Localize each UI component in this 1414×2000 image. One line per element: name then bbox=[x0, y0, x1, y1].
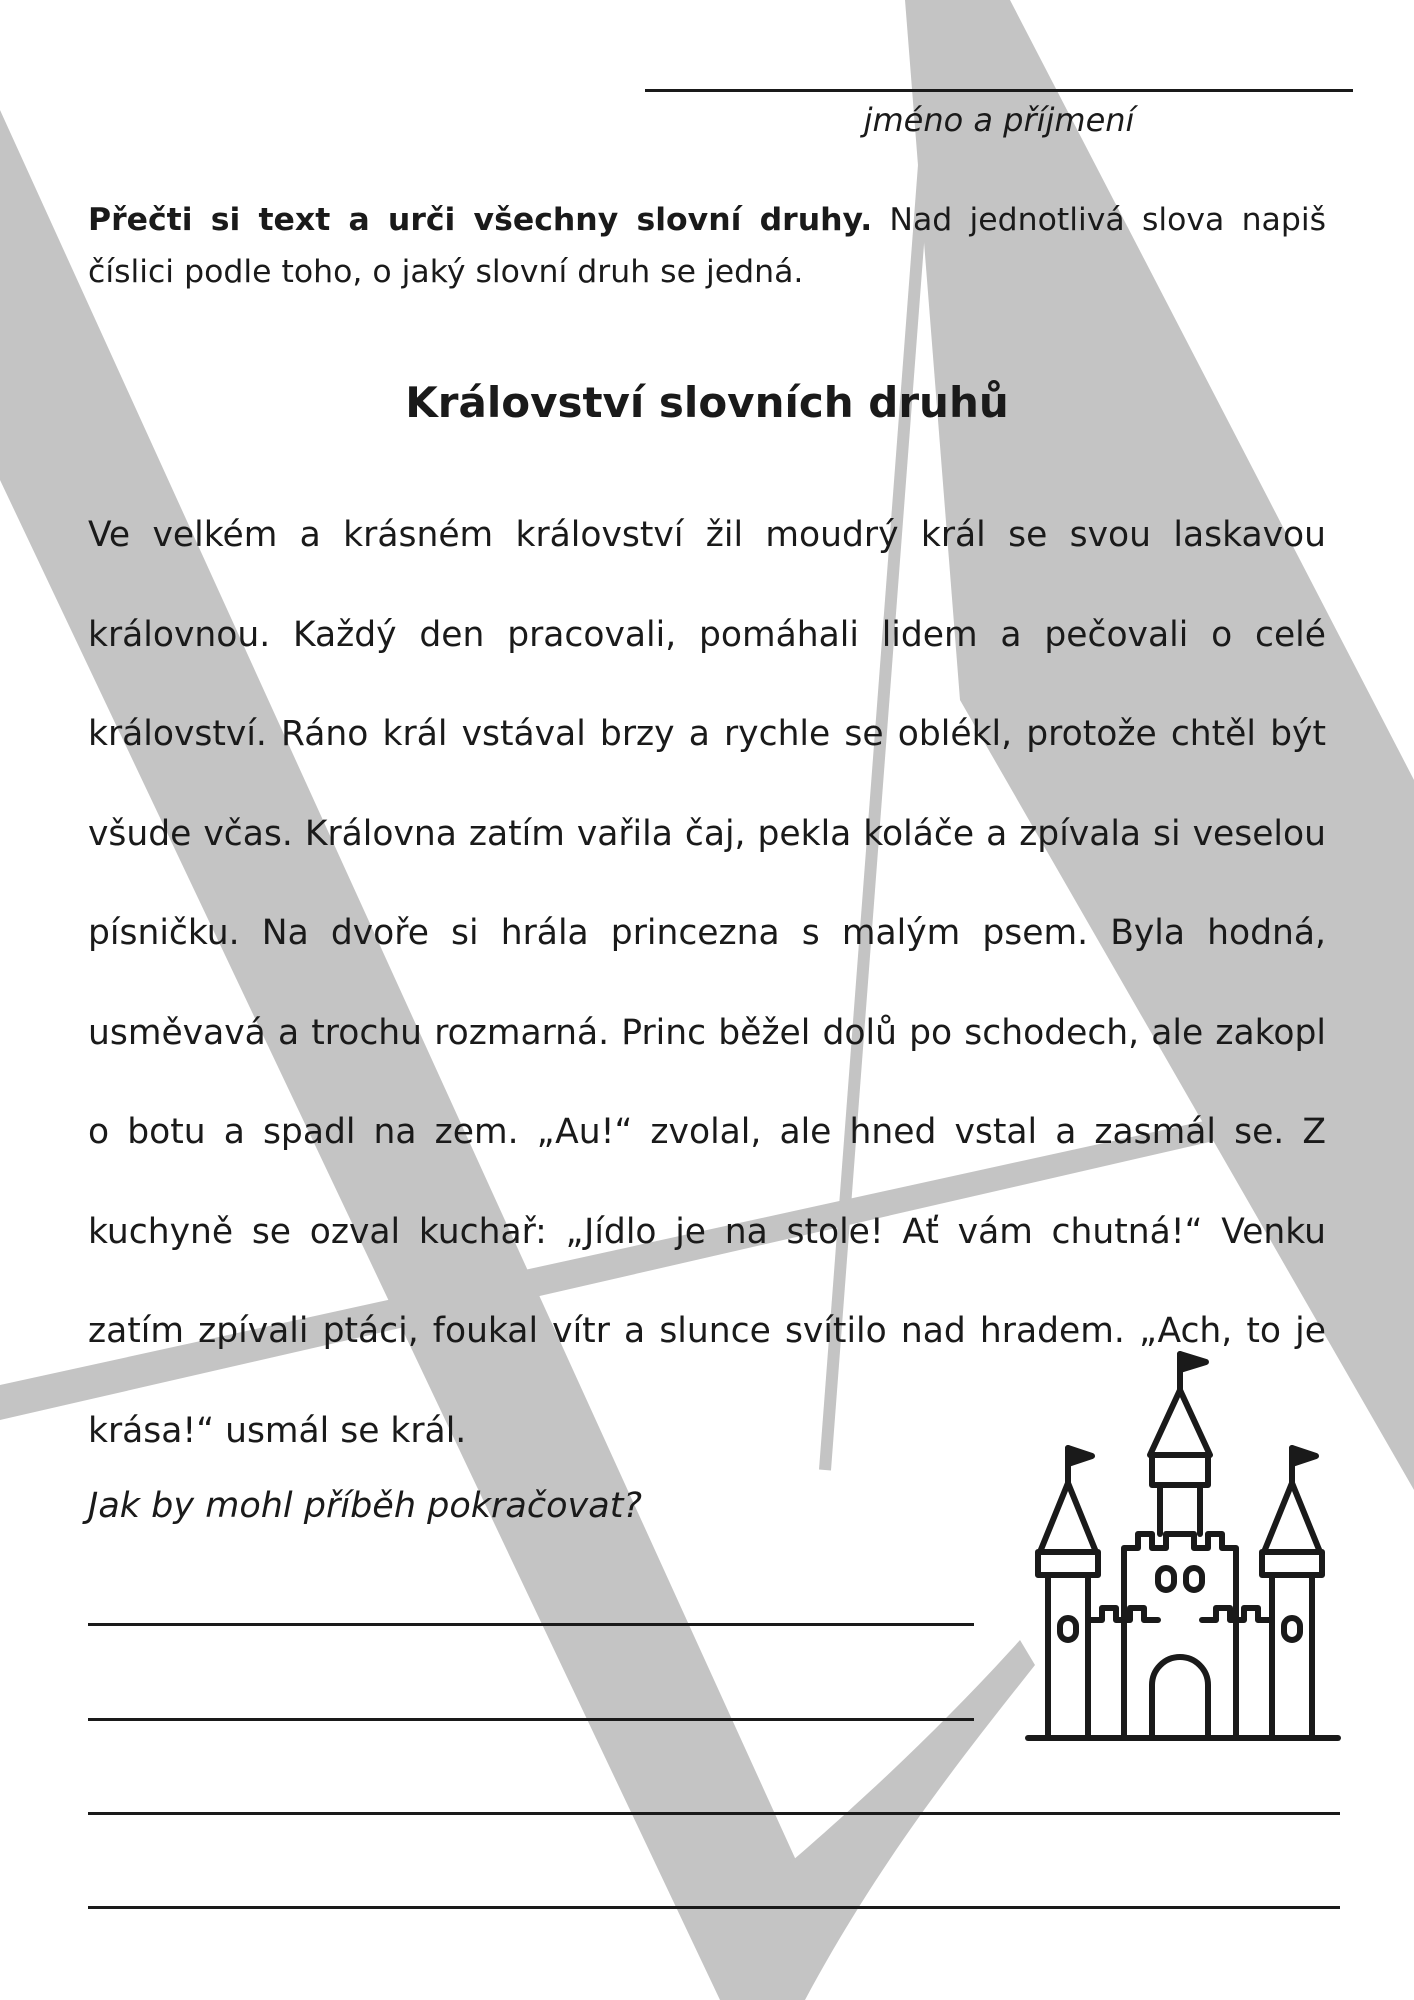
instructions-text: Nad jednotlivá slova napiš číslici podle toho, o jaký slovní druh se jedná. bbox=[88, 202, 1327, 290]
castle-icon bbox=[1020, 1350, 1365, 1745]
question-text: Jak by mohl příběh pokračovat? bbox=[88, 1486, 643, 1526]
answer-line[interactable] bbox=[88, 1906, 1340, 1909]
answer-line[interactable] bbox=[88, 1718, 974, 1721]
instructions bbox=[88, 194, 1326, 298]
name-label: jméno a příjmení bbox=[863, 101, 1135, 139]
instructions-bold: Přečti si text a urči všechny slovní druhy. bbox=[88, 202, 873, 238]
story-text: Ve velkém a krásném království žil moudrý král se svou laskavou královnou. Každý den pracovali, pomáhali lidem a pečovali o celé království. Ráno král vstával brzy a rychle se oblékl, protože chtěl být všude včas. Královna zatím vařila čaj, pekla koláče a zpívala si veselou písničku. Na dvoře si hrála princezna s malým psem. Byla hodná, usměvavá a trochu rozmarná. Princ běžel dolů po schodech, ale zakopl o botu a spadl na zem. „Au!“ zvolal, ale hned vstal a zasmál se. Z kuchyně se ozval kuchař: „Jídlo je na stole! Ať vám chutná!“ Venku zatím zpívali ptáci, foukal vítr a slunce svítilo nad hradem. „Ach, to je krása!“ usmál se král. bbox=[88, 515, 1326, 1451]
answer-line[interactable] bbox=[88, 1812, 1340, 1815]
answer-line[interactable] bbox=[88, 1623, 974, 1626]
name-underline[interactable] bbox=[645, 89, 1353, 92]
page-title: Království slovních druhů bbox=[405, 378, 1009, 427]
